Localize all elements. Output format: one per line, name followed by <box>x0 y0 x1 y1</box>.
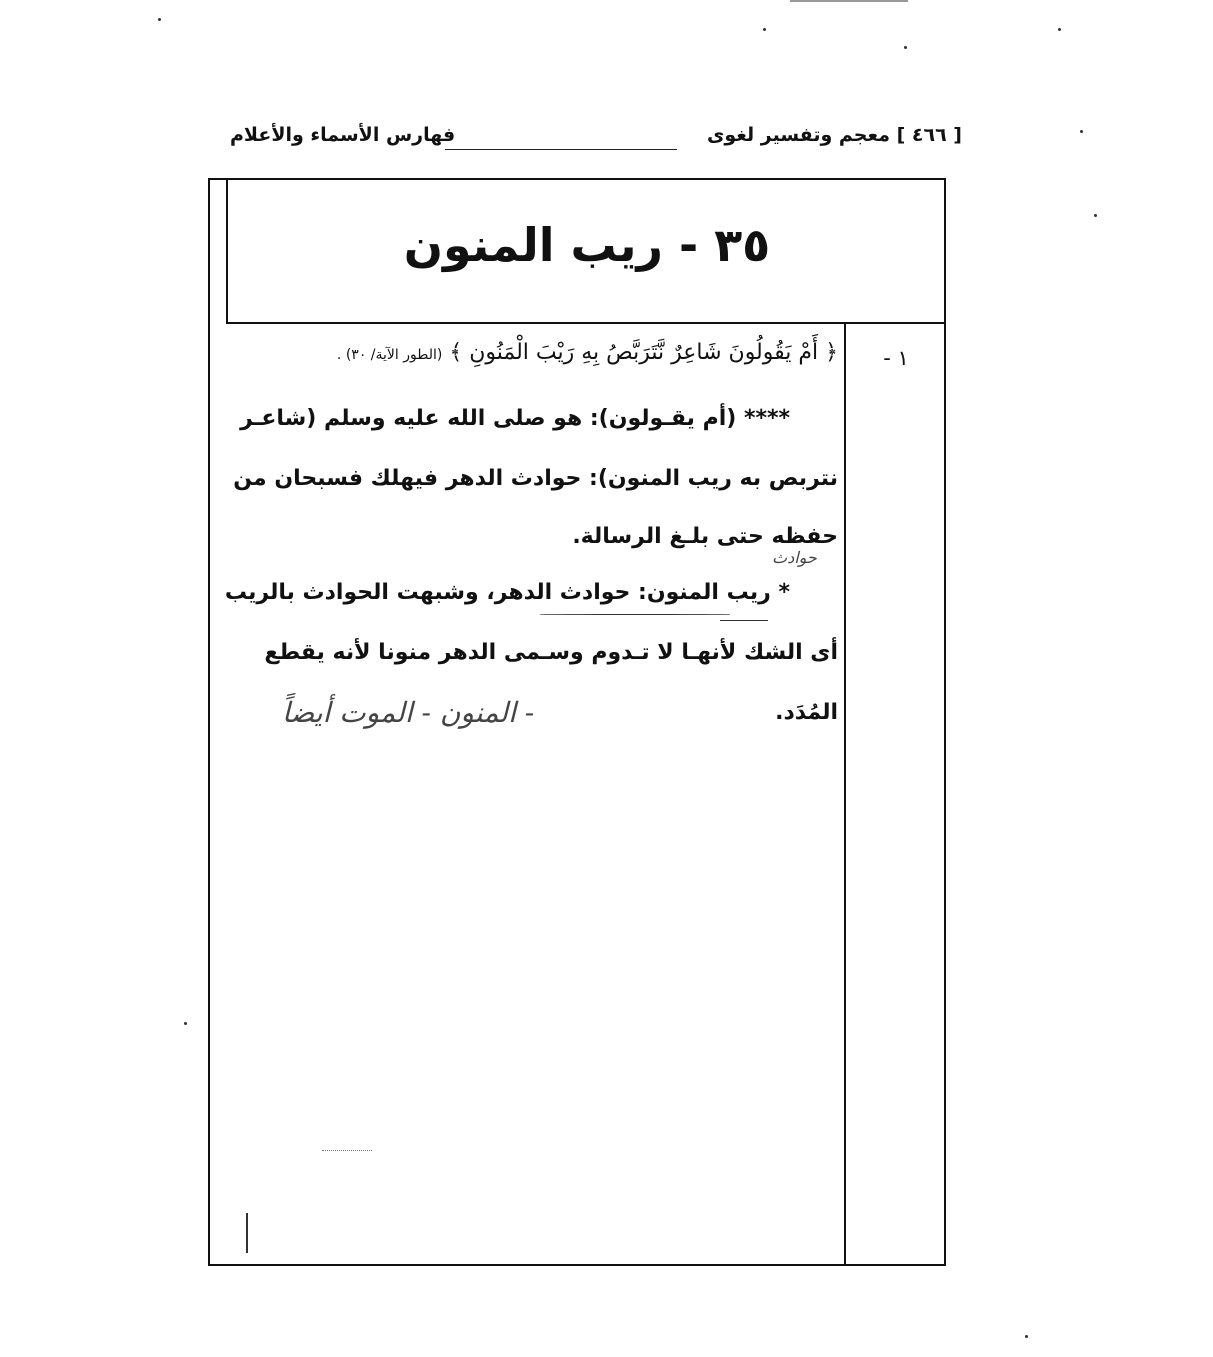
running-header-rule <box>445 149 677 150</box>
margin-tick-mark <box>246 1213 248 1253</box>
commentary-line: المُدَد. <box>775 700 838 725</box>
running-header-section-title: فهارس الأسماء والأعلام <box>230 124 456 146</box>
verse-reference: (الطور الآية/ ٣٠) . <box>336 347 443 363</box>
handwritten-underline <box>540 614 730 615</box>
commentary-line: نتربص به ريب المنون): حوادث الدهر فيهلك فسبحان من <box>233 466 838 491</box>
scan-speck <box>763 28 766 31</box>
scan-speck <box>158 18 161 21</box>
commentary-line: حفظه حتى بلـغ الرسالة. <box>572 524 838 549</box>
running-header <box>230 124 962 158</box>
handwritten-margin-note: - المنون - الموت أيضاً <box>282 696 535 729</box>
commentary-line: **** (أم يقـولون): هو صلى الله عليه وسلم (شاعـر <box>240 406 790 431</box>
scan-dotted-mark <box>322 1150 372 1151</box>
entry-title-box <box>226 180 946 324</box>
scan-speck <box>1025 1335 1028 1338</box>
verse-text: ﴿ أَمْ يَقُولُونَ شَاعِرٌ نَّتَرَبَّصُ بِهِ رَيْبَ الْمَنُونِ ﴾ <box>449 340 838 365</box>
handwritten-underline <box>720 620 768 621</box>
scan-speck <box>904 46 907 49</box>
entry-number: ١ - <box>883 346 909 370</box>
handwritten-note: حوادث <box>772 548 817 567</box>
commentary-line: أى الشك لأنهـا لا تـدوم وسـمى الدهر منونا لأنه يقطع <box>264 640 838 665</box>
column-divider <box>844 324 846 1265</box>
scan-speck <box>1058 28 1061 31</box>
running-header-book-title: [ ٤٦٦ ] معجم وتفسير لغوى <box>706 124 962 146</box>
scan-edge-line <box>790 0 908 2</box>
scan-speck <box>1094 214 1097 217</box>
scan-speck <box>1080 130 1083 133</box>
entry-title: ٣٥ - ريب المنون <box>403 218 771 272</box>
scan-speck <box>184 1022 187 1025</box>
commentary-line: * ريب المنون: حوادث الدهر، وشبهت الحوادث بالريب <box>224 580 790 605</box>
quran-verse <box>337 340 838 365</box>
